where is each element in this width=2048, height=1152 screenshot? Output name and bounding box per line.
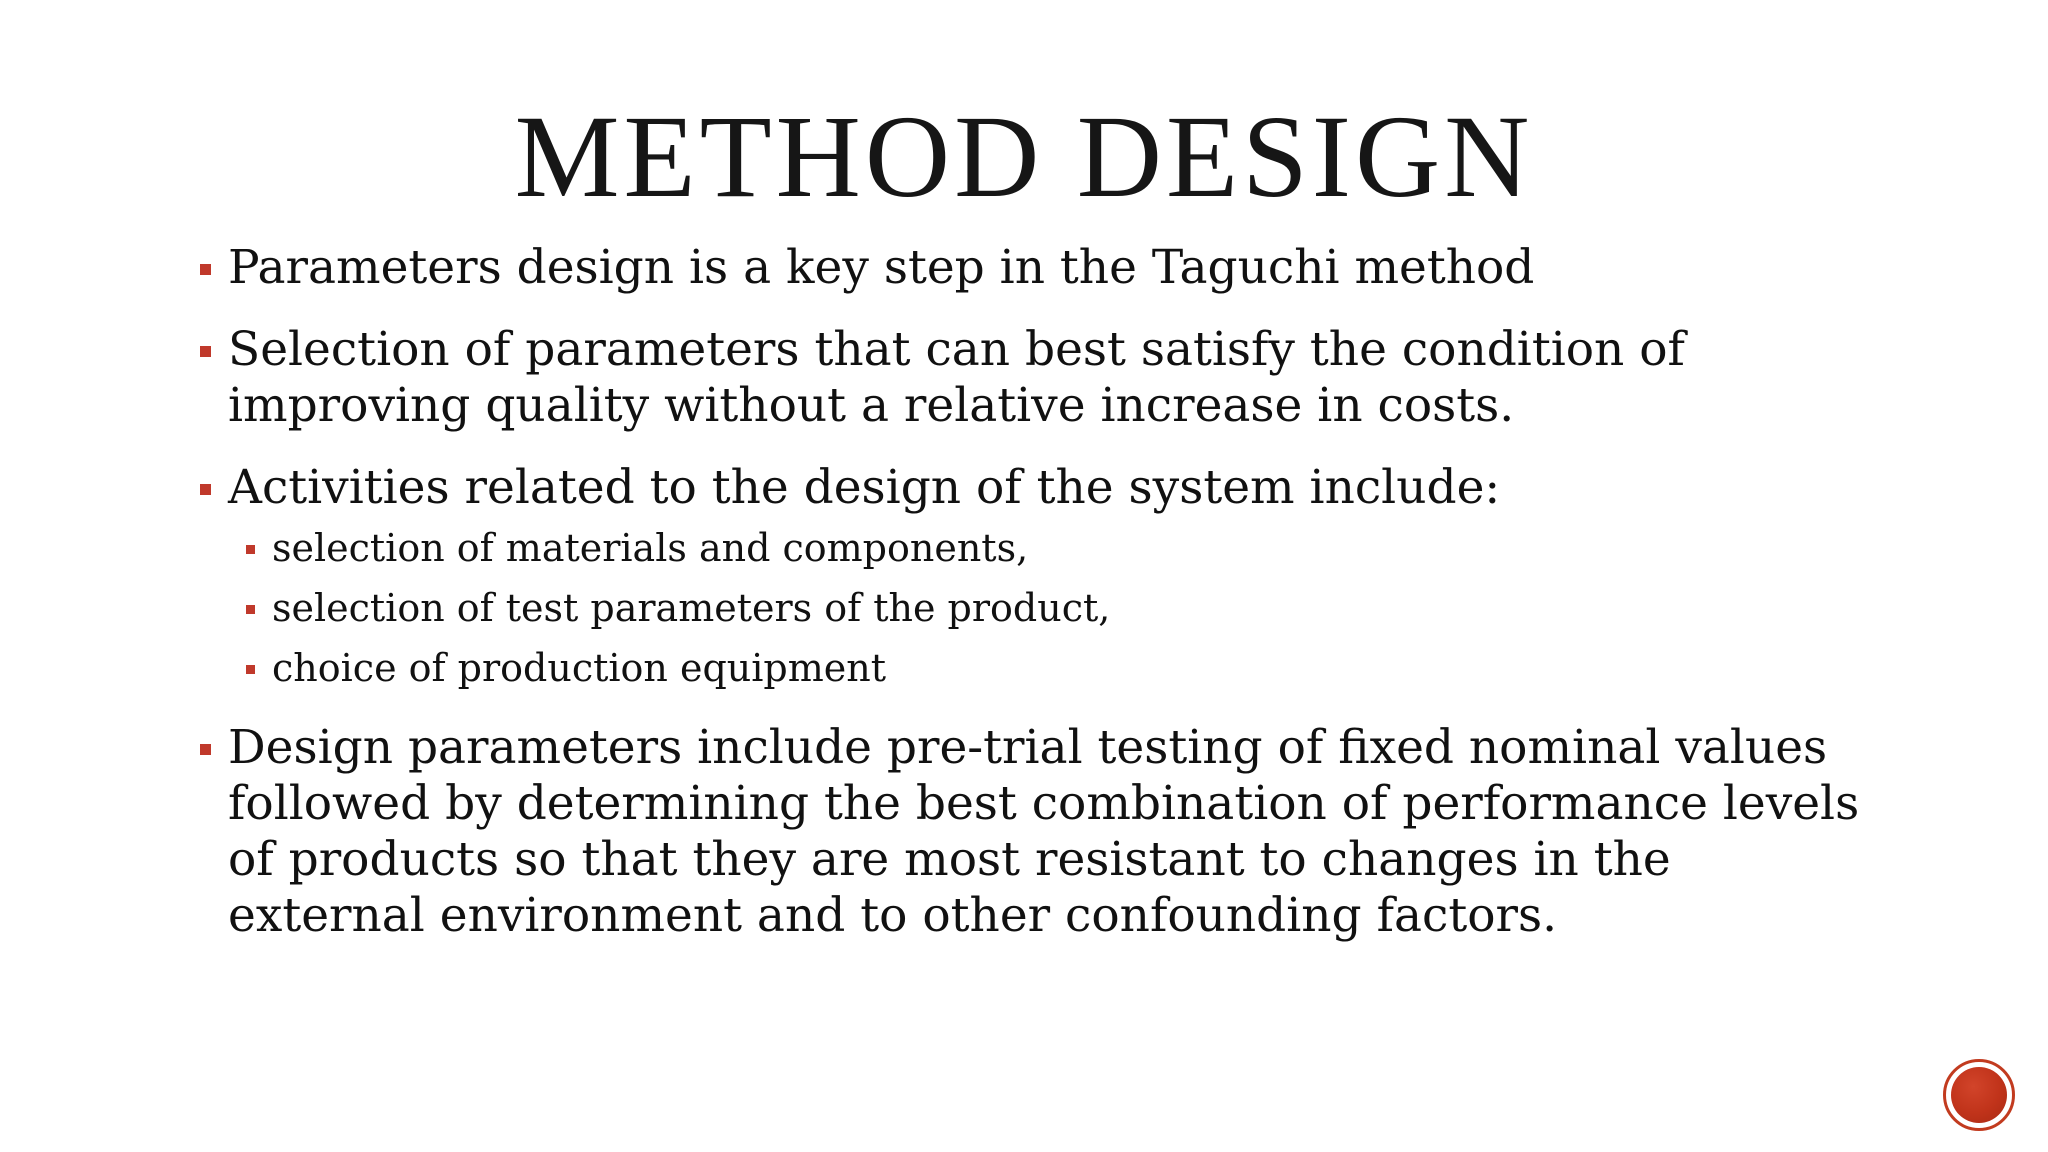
sub-bullet-text: selection of test parameters of the product, xyxy=(272,586,1111,630)
bullet-item xyxy=(194,720,1874,944)
sub-bullet-square-icon xyxy=(246,665,255,674)
bullet-text: Parameters design is a key step in the Taguchi method xyxy=(228,240,1535,295)
bullet-text: Activities related to the design of the system include: xyxy=(228,460,1501,515)
circle-nav-fill xyxy=(1951,1067,2007,1123)
sub-bullet-square-icon xyxy=(246,605,255,614)
slide-title: METHOD DESIGN xyxy=(514,91,1534,222)
bullet-item xyxy=(194,322,1874,434)
sub-bullet-item xyxy=(246,578,1874,638)
bullet-text: Selection of parameters that can best satisfy the condition of improving quality without a relative increase in costs. xyxy=(228,322,1685,433)
sub-bullet-item xyxy=(246,638,1874,698)
bullet-item xyxy=(194,240,1874,296)
sub-bullet-text: choice of production equipment xyxy=(272,646,886,690)
bullet-text: Design parameters include pre-trial testing of fixed nominal values followed by determining the best combination of performance levels of products so that they are most resistant to changes in the external environment and to other confounding factors. xyxy=(228,720,1860,943)
slide-content xyxy=(194,240,1874,970)
sub-bullet-list xyxy=(194,518,1874,698)
sub-bullet-square-icon xyxy=(246,545,255,554)
bullet-square-icon xyxy=(200,744,211,755)
bullet-item xyxy=(194,460,1874,516)
bullet-square-icon xyxy=(200,346,211,357)
sub-bullet-item xyxy=(246,518,1874,578)
bullet-square-icon xyxy=(200,484,211,495)
bullet-square-icon xyxy=(200,264,211,275)
sub-bullet-text: selection of materials and components, xyxy=(272,526,1029,570)
circle-nav-icon[interactable] xyxy=(1943,1059,2015,1131)
